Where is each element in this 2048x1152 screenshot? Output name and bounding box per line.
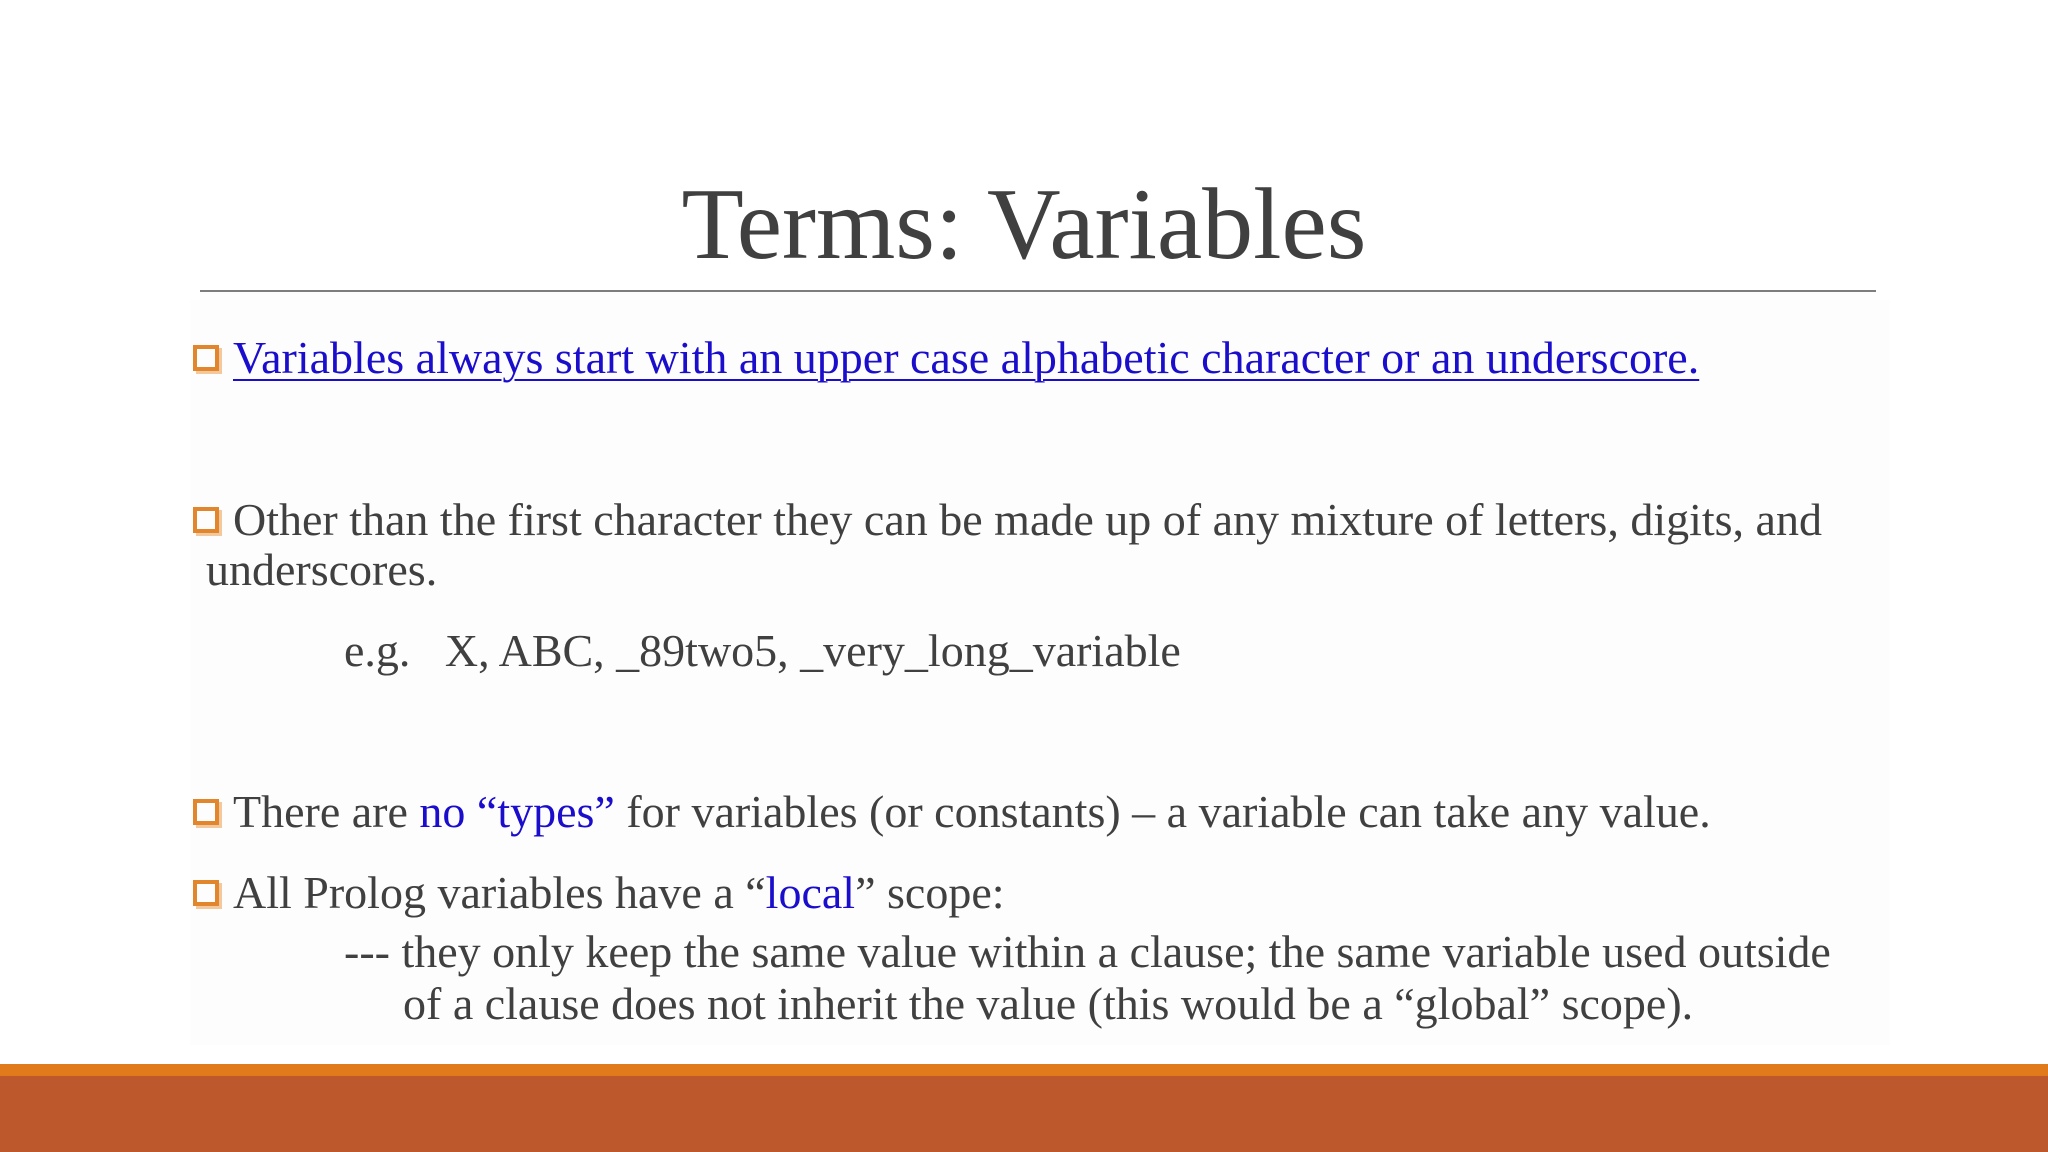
bullet-text: There are	[233, 786, 420, 837]
bullet-local-scope	[193, 867, 1883, 919]
footer-band-orange	[0, 1064, 2048, 1076]
scope-detail-line-2: of a clause does not inherit the value (this would be a “global” scope).	[403, 978, 1694, 1029]
highlight-local: local	[765, 867, 856, 918]
hollow-square-bullet-icon	[193, 799, 219, 825]
bullet-continuation: underscores.	[206, 544, 438, 595]
hollow-square-bullet-icon	[193, 880, 219, 906]
scope-detail-line-1: --- they only keep the same value within a clause; the same variable used outside	[344, 926, 1831, 977]
title-divider	[200, 290, 1876, 292]
bullet-text: ” scope:	[855, 867, 1005, 918]
hollow-square-bullet-icon	[193, 507, 219, 533]
bullet-text: for variables (or constants) – a variable can take any value.	[614, 786, 1711, 837]
footer-band-rust	[0, 1076, 2048, 1152]
slide-title: Terms: Variables	[681, 168, 1367, 281]
bullet-text: Other than the first character they can be made up of any mixture of letters, digits, and	[233, 494, 1822, 545]
bullet-no-types	[193, 786, 1883, 838]
bullet-other-characters	[193, 494, 1883, 546]
bullet-variables-start	[193, 332, 1883, 384]
bullet-text: All Prolog variables have a “	[233, 867, 766, 918]
highlight-no-types: no “types”	[419, 786, 615, 837]
variables-rule-link[interactable]: Variables always start with an upper case alphabetic character or an underscore.	[233, 332, 1700, 383]
example-line: e.g. X, ABC, _89two5, _very_long_variable	[344, 625, 1181, 676]
hollow-square-bullet-icon	[193, 345, 219, 371]
